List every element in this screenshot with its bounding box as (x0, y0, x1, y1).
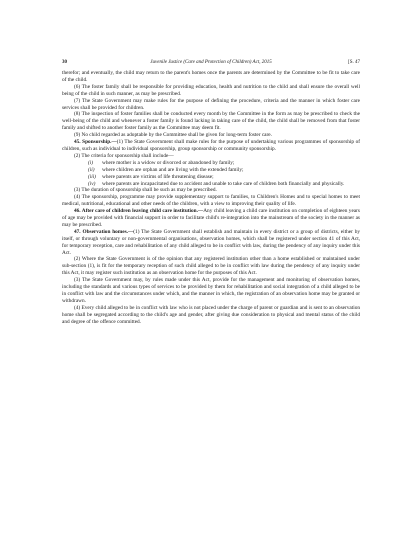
paragraph: (8) The inspection of foster families shall be conducted every month by the Committee in the form as may be prescribed to check the well-being of the child and whenever a foster family is found lacking in taking care of the child, the child shall be removed from that foster family and shifted to another foster family as the Committee may deem fit. (62, 111, 360, 132)
paragraph: (3) The State Government may, by rules made under this Act, provide for the management and monitoring of observation homes, including the standards and various types of services to be provided by them for rehabilitation and social integration of a child alleged to be in conflict with law and the circumstances under which, and the manner in which, the registration of an observation home may be granted or withdrawn. (62, 277, 360, 304)
paragraph: (3) The duration of sponsorship shall be such as may be prescribed. (74, 187, 217, 194)
list-item: (iv) where parents are incapacitated due to accident and unable to take care of children both financially and physically. (88, 180, 345, 187)
paragraph: therefor; and eventually, the child may return to the parent's homes once the parents are determined by the Committee to be fit to take care of the child. (62, 70, 360, 83)
list-item: (ii) where children are orphan and are living with the extended family; (88, 166, 244, 173)
section-paragraph: 47. Observation homes.—(1) The State Government shall establish and maintain in every district or a group of districts, either by itself, or through voluntary or non-governmental organisations, observation homes, which shall be registered under section 41 of this Act, for temporary reception, care and rehabilitation of any child alleged to be in conflict with law, during the pendency of any inquiry under this Act. (62, 228, 360, 256)
document-body (62, 70, 360, 326)
running-header (62, 58, 360, 67)
section-paragraph: 45. Sponsorship.—(1) The State Government shall make rules for the purpose of undertaking various programmes of sponsorship of children, such as individual to individual sponsorship, group sponsorship or community sponsorship. (62, 139, 360, 152)
section-reference: [S. 47 (348, 60, 360, 65)
paragraph: (4) Every child alleged to be in conflict with law who is not placed under the charge of parent or guardian and is sent to an observation home shall be segregated according to the child's age and gender, after giving due consideration to physical and mental status of the child and degree of the offence committed. (62, 304, 360, 325)
paragraph: (2) Where the State Government is of the opinion that any registered institution other than a home established or maintained under sub-section (1), is fit for the temporary reception of such child alleged to be in conflict with law during the pendency of any inquiry under this Act, it may register such institution as an observation home for the purposes of this Act. (62, 256, 360, 277)
section-paragraph: 46. After care of children leaving child care institution.—Any child leaving a child care institution on completion of eighteen years of age may be provided with financial support in order to facilitate child's re-integration into the mainstream of the society in the manner as may be prescribed. (62, 208, 360, 228)
section-heading: 45. Sponsorship.— (74, 139, 117, 146)
paragraph: (6) The foster family shall be responsible for providing education, health and nutrition to the child and shall ensure the overall well being of the child in such manner, as may be prescribed. (62, 83, 360, 97)
list-item: (i) where mother is a widow or divorced or abandoned by family; (88, 159, 235, 166)
paragraph: (4) The sponsorship, programme may provide supplementary support to families, to Children's Homes and to special homes to meet medical, nutritional, educational and other needs of the children, with a view to improving their quality of life. (62, 194, 360, 208)
paragraph: (9) No child regarded as adoptable by the Committee shall be given for long-term foster care. (74, 132, 272, 139)
list-item: (iii) where parents are victims of life threatening disease; (88, 173, 214, 180)
section-heading: 46. After care of children leaving child care institution.— (74, 208, 204, 215)
page-number: 30 (62, 60, 67, 65)
paragraph: (7) The State Government may make rules for the purpose of defining the procedure, criteria and the manner in which foster care services shall be provided for children. (62, 97, 360, 111)
running-title: Juvenile Justice (Care and Protection of Children) Act, 2015 (150, 60, 272, 65)
paragraph: (2) The criteria for sponsorship shall include— (74, 152, 174, 159)
section-heading: 47. Observation homes.— (74, 228, 134, 235)
